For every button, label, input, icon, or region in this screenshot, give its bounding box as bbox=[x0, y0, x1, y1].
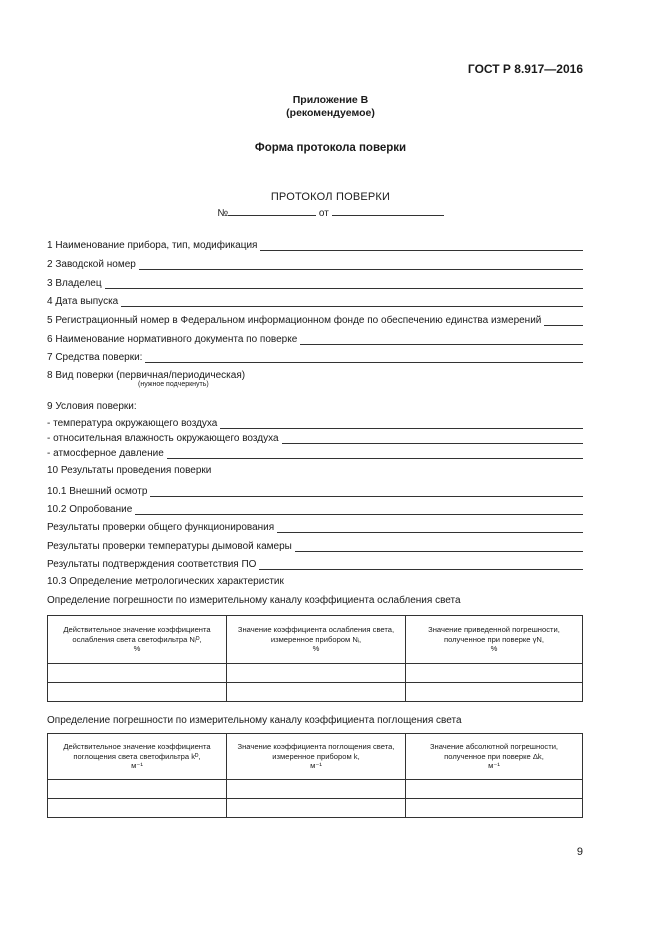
table-cell[interactable] bbox=[48, 664, 227, 683]
table-header-row bbox=[48, 734, 583, 780]
header-cell: Значение абсолютной погрешности, полученное при поверке Δk, м⁻¹ bbox=[406, 734, 583, 780]
field-input[interactable] bbox=[544, 315, 583, 326]
field-label: Результаты проверки температуры дымовой камеры bbox=[47, 541, 292, 552]
table-cell[interactable] bbox=[406, 780, 583, 799]
field-input[interactable] bbox=[300, 334, 583, 345]
field-label: - температура окружающего воздуха bbox=[47, 418, 218, 429]
field-input[interactable] bbox=[121, 296, 583, 307]
table-cell[interactable] bbox=[406, 683, 583, 702]
results-title: 10 Результаты проведения поверки bbox=[47, 465, 212, 476]
header-cell: Значение коэффициента ослабления света, измеренное прибором Nᵢ, % bbox=[227, 616, 406, 664]
table-row bbox=[48, 683, 583, 702]
verification-type-note: (нужное подчеркнуть) bbox=[138, 381, 209, 388]
field-label: 4 Дата выпуска bbox=[47, 296, 119, 307]
condition-pressure bbox=[47, 446, 583, 459]
field-input[interactable] bbox=[220, 418, 583, 429]
field-label: Результаты подтверждения соответствия ПО bbox=[47, 559, 257, 570]
field-input[interactable] bbox=[135, 504, 583, 515]
field-normative-document bbox=[47, 332, 583, 345]
table-row bbox=[48, 799, 583, 818]
table-cell[interactable] bbox=[227, 683, 406, 702]
field-label: 7 Средства поверки: bbox=[47, 352, 143, 363]
number-label: № bbox=[217, 208, 229, 219]
table-header-row bbox=[48, 616, 583, 664]
field-input[interactable] bbox=[145, 352, 583, 363]
table-cell[interactable] bbox=[48, 799, 227, 818]
table-cell[interactable] bbox=[227, 664, 406, 683]
protocol-title: ПРОТОКОЛ ПОВЕРКИ bbox=[270, 191, 391, 203]
header-cell: Значение коэффициента поглощения света, измеренное прибором k, м⁻¹ bbox=[227, 734, 406, 780]
field-label: 3 Владелец bbox=[47, 278, 102, 289]
date-label: от bbox=[318, 208, 329, 219]
table1-caption: Определение погрешности по измерительному каналу коэффициента ослабления света bbox=[47, 595, 461, 606]
field-input[interactable] bbox=[277, 522, 583, 533]
standard-code: ГОСТ Р 8.917—2016 bbox=[467, 62, 583, 76]
condition-humidity bbox=[47, 431, 583, 444]
field-label: 2 Заводской номер bbox=[47, 259, 136, 270]
table-row bbox=[48, 780, 583, 799]
table-cell[interactable] bbox=[406, 664, 583, 683]
table2-caption: Определение погрешности по измерительному каналу коэффициента поглощения света bbox=[47, 715, 462, 726]
table-cell[interactable] bbox=[48, 683, 227, 702]
header-cell: Действительное значение коэффициента поглощения света светофильтра kᴰ, м⁻¹ bbox=[48, 734, 227, 780]
number-field[interactable] bbox=[228, 205, 316, 216]
absorption-table bbox=[47, 733, 583, 818]
field-input[interactable] bbox=[139, 259, 583, 270]
field-verification-means bbox=[47, 350, 583, 363]
field-label: 5 Регистрационный номер в Федеральном информационном фонде по обеспечению единства измерений bbox=[47, 315, 542, 326]
field-label: - атмосферное давление bbox=[47, 448, 164, 459]
table-cell[interactable] bbox=[48, 780, 227, 799]
page-number: 9 bbox=[576, 846, 583, 858]
result-software bbox=[47, 557, 583, 570]
table-cell[interactable] bbox=[227, 780, 406, 799]
appendix-title: Приложение В bbox=[292, 94, 369, 106]
field-input[interactable] bbox=[260, 240, 583, 251]
header-cell: Действительное значение коэффициента ослабления света светофильтра Nᵢᴰ, % bbox=[48, 616, 227, 664]
header-cell: Значение приведенной погрешности, полученное при поверке γN, % bbox=[406, 616, 583, 664]
table-cell[interactable] bbox=[227, 799, 406, 818]
verification-type-label: 8 Вид поверки (первичная/периодическая) bbox=[47, 370, 246, 381]
field-input[interactable] bbox=[150, 486, 583, 497]
field-label: 6 Наименование нормативного документа по поверке bbox=[47, 334, 298, 345]
table-row bbox=[48, 664, 583, 683]
metrology-title: 10.3 Определение метрологических характеристик bbox=[47, 576, 284, 587]
protocol-number-line bbox=[0, 205, 661, 219]
field-registration-number bbox=[47, 313, 583, 326]
condition-temperature bbox=[47, 416, 583, 429]
field-label: 1 Наименование прибора, тип, модификация bbox=[47, 240, 258, 251]
date-field[interactable] bbox=[332, 205, 444, 216]
field-input[interactable] bbox=[282, 433, 583, 444]
attenuation-table bbox=[47, 615, 583, 702]
field-label: - относительная влажность окружающего воздуха bbox=[47, 433, 279, 444]
conditions-title: 9 Условия поверки: bbox=[47, 401, 137, 412]
form-title: Форма протокола поверки bbox=[254, 142, 407, 154]
field-input[interactable] bbox=[105, 278, 583, 289]
result-external-inspection bbox=[47, 484, 583, 497]
field-input[interactable] bbox=[295, 541, 583, 552]
appendix-heading bbox=[0, 94, 661, 120]
field-owner bbox=[47, 276, 583, 289]
result-general-function bbox=[47, 520, 583, 533]
field-input[interactable] bbox=[167, 448, 583, 459]
field-release-date bbox=[47, 294, 583, 307]
field-label: Результаты проверки общего функционирования bbox=[47, 522, 275, 533]
field-input[interactable] bbox=[259, 559, 583, 570]
field-device-name bbox=[47, 238, 583, 251]
result-smoke-chamber bbox=[47, 539, 583, 552]
table-cell[interactable] bbox=[406, 799, 583, 818]
field-serial-number bbox=[47, 257, 583, 270]
result-testing bbox=[47, 502, 583, 515]
field-label: 10.2 Опробование bbox=[47, 504, 133, 515]
appendix-subtitle: (рекомендуемое) bbox=[286, 107, 375, 119]
field-label: 10.1 Внешний осмотр bbox=[47, 486, 148, 497]
